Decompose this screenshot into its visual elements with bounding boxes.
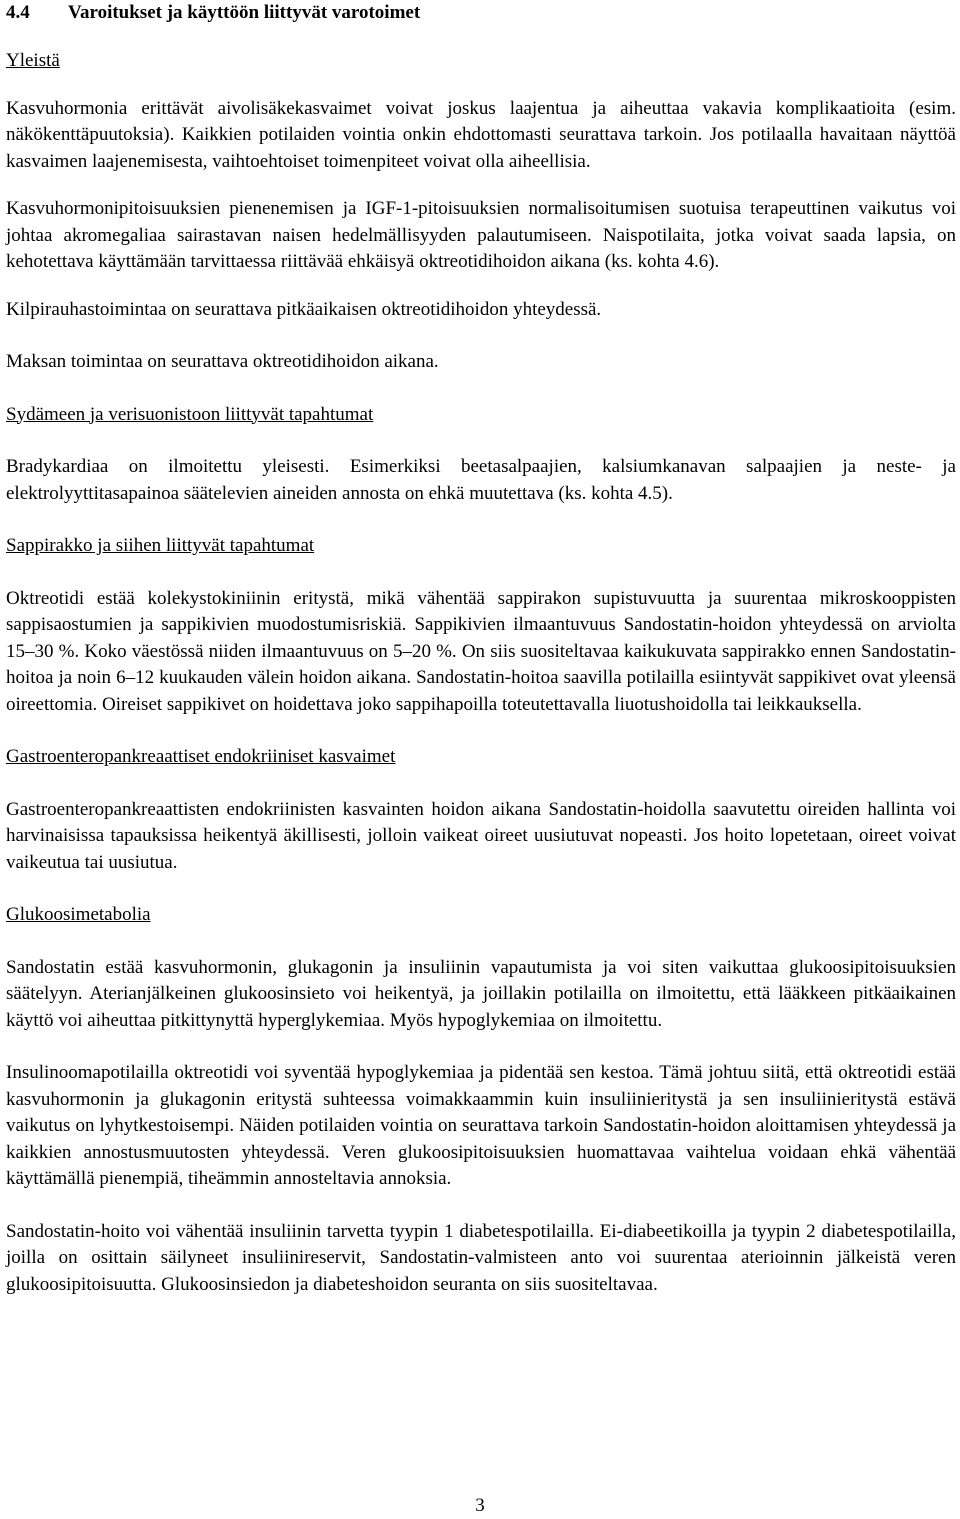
spacer xyxy=(6,276,956,297)
subheading-glucose: Glukoosimetabolia xyxy=(6,904,151,925)
paragraph-gep-tumors: Gastroenteropankreaattisten endokriinisten kasvainten hoidon aikana Sandostatin-hoidolla saavutettu oireiden hallinta voi harvinaisissa tapauksissa heikentyä äkillisesti, jolloin vaikeat oireet uusiutuvat nopeasti. Jos hoito lopetetaan, oireet voivat vaikeutua tai uusiutua. xyxy=(6,798,956,873)
spacer xyxy=(6,1193,956,1219)
paragraph-bradycardia: Bradykardiaa on ilmoitettu yleisesti. Esimerkiksi beetasalpaajien, kalsiumkanavan salpaajien ja neste- ja elektrolyyttitasapainoa säätelevien aineiden annosta on ehkä muutettava (ks. kohta 4.5). xyxy=(6,456,956,504)
spacer xyxy=(6,560,956,586)
section-title: Varoitukset ja käyttöön liittyvät varotoimet xyxy=(68,2,421,23)
paragraph-liver: Maksan toimintaa on seurattava oktreotidihoidon aikana. xyxy=(6,351,439,372)
spacer xyxy=(6,929,956,955)
page-number: 3 xyxy=(475,1495,485,1516)
spacer xyxy=(6,507,956,533)
paragraph-thyroid: Kilpirauhastoimintaa on seurattava pitkäaikaisen oktreotidihoidon yhteydessä. xyxy=(6,298,602,320)
paragraph-diabetes: Sandostatin-hoito voi vähentää insuliinin tarvetta tyypin 1 diabetespotilailla. Ei-diabeetikoilla ja tyypin 2 diabetespotilailla, joilla on osittain säilyneet insuliinireservit, Sandostatin-valmisteen anto voi suurentaa aterioinnin jälkeistä veren glukoosipitoisuutta. Glukoosinsiedon ja diabeteshoidon seuranta on siis suositeltavaa. xyxy=(6,1220,956,1295)
section-number: 4.4 xyxy=(6,2,30,23)
paragraph-glucose-regulation: Sandostatin estää kasvuhormonin, glukagonin ja insuliinin vapautumista ja voi siten vaikuttaa glukoosipitoisuuksien säätelyyn. Aterianjälkeinen glukoosinsieto voi heikentyä, ja joillakin potilailla on ilmoitettu, että lääkkeen pitkäaikainen käyttö voi aiheuttaa pitkittynyttä hyperglykemiaa. Myös hypoglykemiaa on ilmoitettu. xyxy=(6,956,956,1031)
spacer xyxy=(6,1034,956,1060)
paragraph-fertility: Kasvuhormonipitoisuuksien pienenemisen ja IGF-1-pitoisuuksien normalisoitumisen suotuisa terapeuttinen vaikutus voi johtaa akromegaliaa sairastavan naisen hedelmällisyyden palautumiseen. Naispotilaita, jotka voivat saada lapsia, on kehotettava käyttämään tarvittaessa riittävää ehkäisyä oktreotidihoidon aikana (ks. kohta 4.6). xyxy=(6,198,956,272)
spacer xyxy=(6,718,956,744)
subheading-general: Yleistä xyxy=(6,50,60,71)
subheading-gallbladder: Sappirakko ja siihen liittyvät tapahtumat xyxy=(6,535,315,556)
subheading-gep-tumors: Gastroenteropankreaattiset endokriiniset kasvaimet xyxy=(6,746,396,767)
spacer xyxy=(6,428,956,454)
spacer xyxy=(6,75,956,96)
spacer xyxy=(6,876,956,902)
subheading-cardiovascular: Sydämeen ja verisuonistoon liittyvät tapahtumat xyxy=(6,403,374,425)
document-page xyxy=(6,0,956,1298)
spacer xyxy=(6,376,956,402)
paragraph-insulinoma: Insulinoomapotilailla oktreotidi voi syventää hypoglykemiaa ja pidentää sen kestoa. Tämä johtuu siitä, että oktreotidi estää kasvuhormonin ja glukagonin eritystä suhteessa voimakkaammin kuin insuliinieritystä ja sen insuliinieritystä estävä vaikutus on lyhytkestoisempi. Näiden potilaiden vointia on seurattava tarkoin Sandostatin-hoidon aloittamisen yhteydessä ja kaikkien annostusmuutosten yhteydessä. Veren glukoosipitoisuuksien huomattavaa vaihtelua voidaan ehkä vähentää käyttämällä pienempiä, tiheämmin annosteltavia annoksia. xyxy=(6,1062,956,1189)
section-heading xyxy=(6,0,956,26)
spacer xyxy=(6,26,956,48)
paragraph-gallstones: Oktreotidi estää kolekystokiniinin eritystä, mikä vähentää sappirakon supistuvuutta ja suurentaa mikroskooppisten sappisaostumien ja sappikivien muodostumisriskiä. Sappikivien ilmaantuvuus Sandostatin-hoidon yhteydessä on arviolta 15–30 %. Koko väestössä niiden ilmaantuvuus on 5–20 %. On siis suositeltavaa kaikukuvata sappirakko ennen Sandostatin-hoitoa ja noin 6–12 kuukauden välein hoidon aikana. Sandostatin-hoitoa saavilla potilailla esiintyvät sappikivet ovat yleensä oireettomia. Oireiset sappikivet on hoidettava joko sappihapoilla toteutettavalla liuotushoidolla tai leikkauksella. xyxy=(6,587,956,715)
spacer xyxy=(6,323,956,349)
paragraph-general-tumor: Kasvuhormonia erittävät aivolisäkekasvaimet voivat joskus laajentua ja aiheuttaa vakavia komplikaatioita (esim. näkökenttäpuutoksia). Kaikkien potilaiden vointia onkin ehdottomasti seurattava tarkoin. Jos potilaalla havaitaan näyttöä kasvaimen laajenemisesta, vaihtoehtoiset toimenpiteet voivat olla aiheellisia. xyxy=(6,97,956,172)
spacer xyxy=(6,771,956,797)
spacer xyxy=(6,175,956,196)
